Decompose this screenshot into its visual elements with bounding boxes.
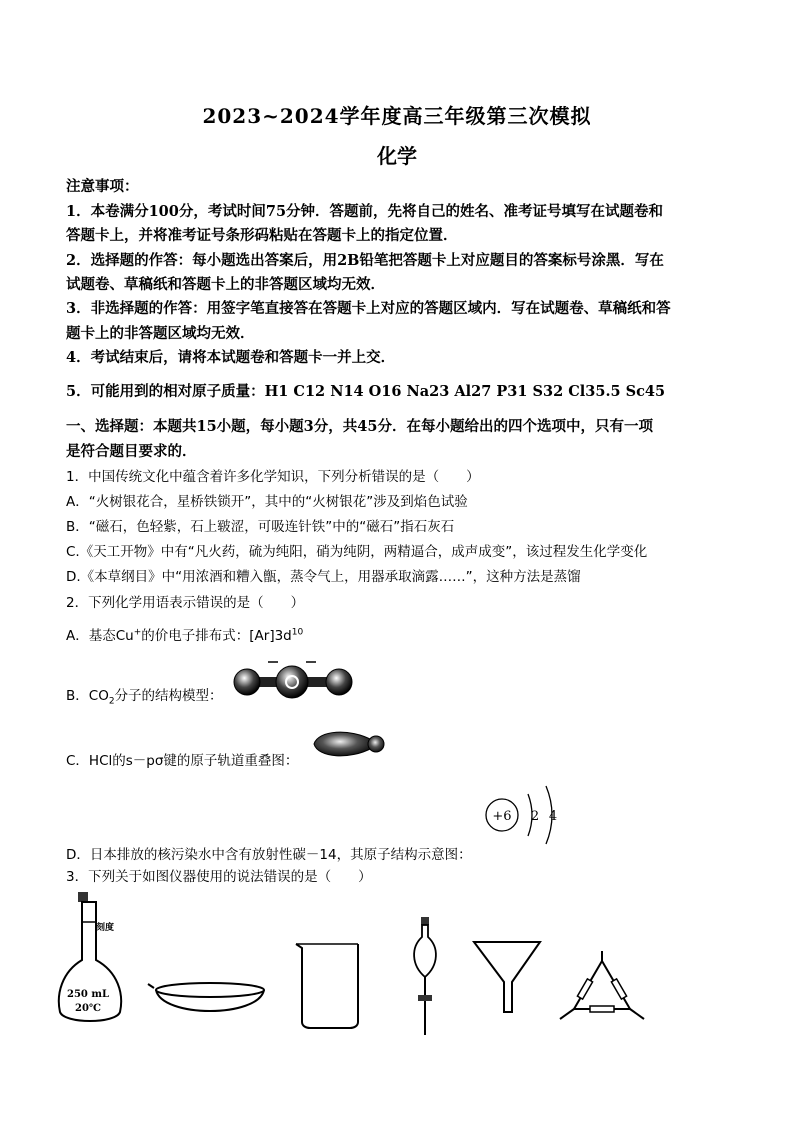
notes-line: 4．考试结束后，请将本试题卷和答题卡一并上交． [66,349,396,366]
exam-subject: 化学 [377,144,417,168]
funnel-image [470,936,550,1016]
exam-title: 2023~2024学年度高三年级第三次模拟 [202,104,592,128]
shell-1-count: 2 [530,809,540,824]
volumetric-flask-image [58,890,128,1030]
beaker-image [292,940,372,1030]
evaporating-dish-image [152,978,272,1028]
q3-stem: 3．下列关于如图仪器使用的说法错误的是（ ） [66,869,372,885]
q2-option-c: C．HCl的s－pσ键的原子轨道重叠图： [66,753,299,769]
flask-temp-label: 20℃ [75,1003,101,1014]
notes-heading: 注意事项： [66,178,139,195]
q2-stem: 2．下列化学用语表示错误的是（ ） [66,595,305,611]
separatory-funnel-image [405,915,445,1045]
notes-line: 2．选择题的作答：每小题选出答案后，用2B铅笔把答题卡上对应题目的答案标号涂黑．写在 [66,252,664,269]
q1-stem: 1．中国传统文化中蕴含着许多化学知识，下列分析错误的是（ ） [66,469,480,485]
flask-mark-label: 刻度 [96,923,115,933]
q2-option-a: A．基态Cu+的价电子排布式：$[Ar]3d^{10}$ [66,627,304,644]
clay-triangle-image [560,955,650,1035]
nucleus-charge: +6 [492,809,512,824]
shell-2-count: 4 [548,809,558,824]
notes-line: 试题卷、草稿纸和答题卡上的非答题区域均无效． [66,276,385,293]
q1-option-a: A．“火树银花合，星桥铁锁开”，其中的“火树银花”涉及到焰色试验 [66,494,468,510]
q2-option-d: D．日本排放的核污染水中含有放射性碳－14，其原子结构示意图： [66,847,472,863]
section-heading: 一、选择题：本题共15小题，每小题3分，共45分．在每小题给出的四个选项中，只有一项 [66,418,653,435]
q1-option-d: D.《本草纲目》中“用浓酒和糟入甑，蒸令气上，用器承取滴露……”，这种方法是蒸馏 [66,569,581,585]
q1-option-c: C.《天工开物》中有“凡火药，硫为纯阳，硝为纯阴，两精逼合，成声成变”，该过程发生化学变化 [66,544,648,560]
notes-line: 1．本卷满分100分，考试时间75分钟．答题前，先将自己的姓名、准考证号填写在试题卷和 [66,203,664,220]
notes-line: 3．非选择题的作答：用签字笔直接答在答题卡上对应的答题区域内．写在试题卷、草稿纸和答 [66,300,671,317]
q2-option-b: B．$CO_2$分子的结构模型： [66,688,223,707]
notes-line: 题卡上的非答题区域均无效． [66,325,255,342]
flask-volume-label: 250 mL [67,989,109,1000]
notes-line: 5．可能用到的相对原子质量：H1 C12 N14 O16 Na23 Al27 P31 S32 Cl35.5 Sc45 [66,383,666,400]
notes-line: 答题卡上，并将准考证号条形码粘贴在答题卡上的指定位置． [66,227,458,244]
co2-model-image [228,660,358,710]
carbon-atom-structure-diagram [478,780,568,850]
q1-option-b: B．“磁石，色轻紫，石上皲涩，可吸连针铁”中的“磁石”指石灰石 [66,519,455,535]
section-heading-cont: 是符合题目要求的． [66,443,197,460]
sp-sigma-overlap-image [310,726,390,762]
